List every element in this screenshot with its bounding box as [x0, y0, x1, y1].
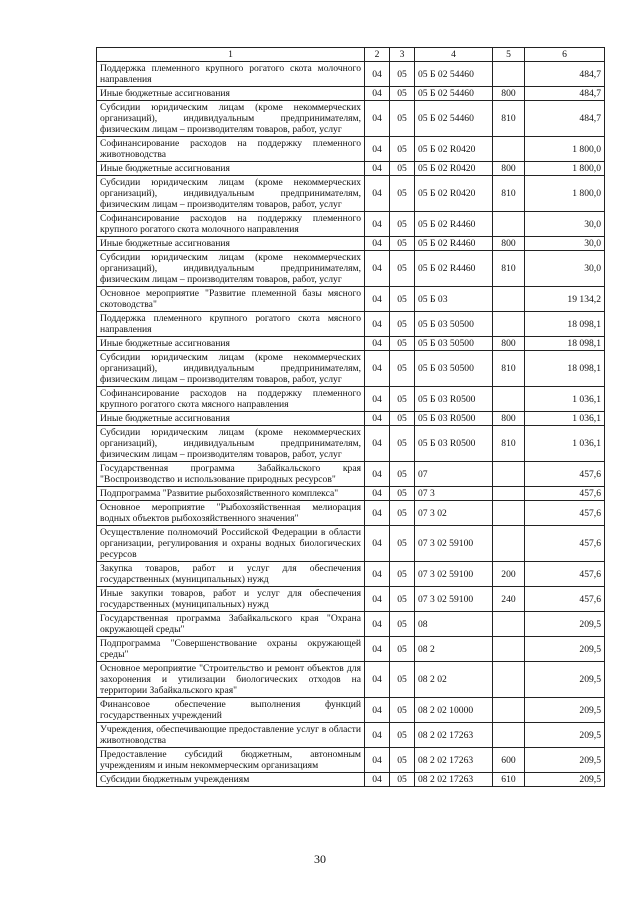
section-code-cell: 04	[365, 462, 390, 487]
section-code-cell: 04	[365, 612, 390, 637]
row-name-cell: Иные бюджетные ассигнования	[97, 337, 365, 351]
section-code-cell: 04	[365, 287, 390, 312]
amount-cell: 30,0	[525, 237, 605, 251]
target-article-cell: 05 Б 02 R0420	[415, 137, 493, 162]
table-row	[97, 501, 605, 526]
section-code-cell: 04	[365, 251, 390, 287]
subsection-code-cell: 05	[390, 612, 415, 637]
target-article-cell: 05 Б 03 R0500	[415, 387, 493, 412]
table-row	[97, 62, 605, 87]
target-article-cell: 05 Б 03 50500	[415, 351, 493, 387]
subsection-code-cell: 05	[390, 562, 415, 587]
target-article-cell: 05 Б 02 54460	[415, 87, 493, 101]
section-code-cell: 04	[365, 698, 390, 723]
subsection-code-cell: 05	[390, 137, 415, 162]
table-row	[97, 748, 605, 773]
row-name-cell: Финансовое обеспечение выполнения функций государственных учреждений	[97, 698, 365, 723]
section-code-cell: 04	[365, 501, 390, 526]
expense-type-cell	[493, 662, 525, 698]
amount-cell: 19 134,2	[525, 287, 605, 312]
subsection-code-cell: 05	[390, 337, 415, 351]
expense-type-cell	[493, 698, 525, 723]
table-row	[97, 176, 605, 212]
table-row	[97, 562, 605, 587]
row-name-cell: Иные бюджетные ассигнования	[97, 87, 365, 101]
expense-type-cell	[493, 287, 525, 312]
subsection-code-cell: 05	[390, 212, 415, 237]
target-article-cell: 05 Б 02 R0420	[415, 176, 493, 212]
section-code-cell: 04	[365, 637, 390, 662]
amount-cell: 209,5	[525, 723, 605, 748]
table-row	[97, 87, 605, 101]
row-name-cell: Закупка товаров, работ и услуг для обеспечения государственных (муниципальных) нужд	[97, 562, 365, 587]
expense-type-cell: 810	[493, 251, 525, 287]
amount-cell: 209,5	[525, 698, 605, 723]
amount-cell: 209,5	[525, 662, 605, 698]
subsection-code-cell: 05	[390, 748, 415, 773]
header-cell: 2	[365, 48, 390, 62]
expense-type-cell: 240	[493, 587, 525, 612]
subsection-code-cell: 05	[390, 162, 415, 176]
amount-cell: 209,5	[525, 748, 605, 773]
table-row	[97, 526, 605, 562]
amount-cell: 1 800,0	[525, 162, 605, 176]
expense-type-cell: 610	[493, 773, 525, 787]
section-code-cell: 04	[365, 662, 390, 698]
expense-type-cell	[493, 526, 525, 562]
expense-type-cell: 800	[493, 237, 525, 251]
expense-type-cell	[493, 212, 525, 237]
subsection-code-cell: 05	[390, 426, 415, 462]
amount-cell: 1 036,1	[525, 426, 605, 462]
amount-cell: 1 036,1	[525, 412, 605, 426]
amount-cell: 209,5	[525, 612, 605, 637]
section-code-cell: 04	[365, 101, 390, 137]
subsection-code-cell: 05	[390, 698, 415, 723]
row-name-cell: Поддержка племенного крупного рогатого скота молочного направления	[97, 62, 365, 87]
table-row	[97, 723, 605, 748]
row-name-cell: Иные бюджетные ассигнования	[97, 162, 365, 176]
row-name-cell: Основное мероприятие "Развитие племенной базы мясного скотоводства"	[97, 287, 365, 312]
section-code-cell: 04	[365, 62, 390, 87]
row-name-cell: Подпрограмма "Развитие рыбохозяйственного комплекса"	[97, 487, 365, 501]
table-row	[97, 312, 605, 337]
table-row	[97, 337, 605, 351]
amount-cell: 457,6	[525, 501, 605, 526]
amount-cell: 457,6	[525, 562, 605, 587]
row-name-cell: Субсидии юридическим лицам (кроме некоммерческих организаций), индивидуальным предпринимателям, физическим лицам – производителям товаров, работ, услуг	[97, 101, 365, 137]
amount-cell: 457,6	[525, 587, 605, 612]
target-article-cell: 08 2	[415, 637, 493, 662]
row-name-cell: Осуществление полномочий Российской Федерации в области организации, регулирования и охраны водных биологических ресурсов	[97, 526, 365, 562]
page-number: 30	[314, 852, 326, 866]
target-article-cell: 05 Б 02 R0420	[415, 162, 493, 176]
target-article-cell: 05 Б 03 50500	[415, 312, 493, 337]
row-name-cell: Основное мероприятие "Рыбохозяйственная мелиорация водных объектов рыбохозяйственного значения"	[97, 501, 365, 526]
expense-type-cell: 800	[493, 337, 525, 351]
table-row	[97, 101, 605, 137]
table-row	[97, 137, 605, 162]
subsection-code-cell: 05	[390, 351, 415, 387]
table-row	[97, 773, 605, 787]
target-article-cell: 08	[415, 612, 493, 637]
amount-cell: 457,6	[525, 487, 605, 501]
row-name-cell: Субсидии юридическим лицам (кроме некоммерческих организаций), индивидуальным предпринимателям, физическим лицам – производителям товаров, работ, услуг	[97, 426, 365, 462]
expense-type-cell	[493, 723, 525, 748]
target-article-cell: 07 3	[415, 487, 493, 501]
section-code-cell: 04	[365, 723, 390, 748]
expense-type-cell	[493, 487, 525, 501]
target-article-cell: 08 2 02 17263	[415, 773, 493, 787]
subsection-code-cell: 05	[390, 501, 415, 526]
row-name-cell: Иные бюджетные ассигнования	[97, 412, 365, 426]
table-row	[97, 587, 605, 612]
row-name-cell: Софинансирование расходов на поддержку племенного животноводства	[97, 137, 365, 162]
target-article-cell: 07	[415, 462, 493, 487]
subsection-code-cell: 05	[390, 387, 415, 412]
section-code-cell: 04	[365, 526, 390, 562]
table-row	[97, 662, 605, 698]
expense-type-cell	[493, 137, 525, 162]
target-article-cell: 07 3 02 59100	[415, 587, 493, 612]
row-name-cell: Основное мероприятие "Строительство и ремонт объектов для захоронения и утилизации биологических отходов на территории Забайкальского края"	[97, 662, 365, 698]
amount-cell: 209,5	[525, 637, 605, 662]
subsection-code-cell: 05	[390, 487, 415, 501]
table-row	[97, 426, 605, 462]
section-code-cell: 04	[365, 237, 390, 251]
row-name-cell: Софинансирование расходов на поддержку племенного крупного рогатого скота молочного направления	[97, 212, 365, 237]
target-article-cell: 05 Б 03 R0500	[415, 426, 493, 462]
table-row	[97, 237, 605, 251]
subsection-code-cell: 05	[390, 462, 415, 487]
amount-cell: 484,7	[525, 62, 605, 87]
table-row	[97, 637, 605, 662]
table-row	[97, 487, 605, 501]
budget-table	[96, 47, 605, 787]
section-code-cell: 04	[365, 337, 390, 351]
subsection-code-cell: 05	[390, 312, 415, 337]
row-name-cell: Софинансирование расходов на поддержку племенного крупного рогатого скота мясного направления	[97, 387, 365, 412]
target-article-cell: 05 Б 02 54460	[415, 62, 493, 87]
subsection-code-cell: 05	[390, 176, 415, 212]
subsection-code-cell: 05	[390, 101, 415, 137]
row-name-cell: Государственная программа Забайкальского края "Воспроизводство и использование природных ресурсов"	[97, 462, 365, 487]
target-article-cell: 08 2 02 17263	[415, 723, 493, 748]
amount-cell: 1 036,1	[525, 387, 605, 412]
table-row	[97, 251, 605, 287]
subsection-code-cell: 05	[390, 412, 415, 426]
expense-type-cell: 810	[493, 351, 525, 387]
section-code-cell: 04	[365, 137, 390, 162]
subsection-code-cell: 05	[390, 87, 415, 101]
expense-type-cell	[493, 501, 525, 526]
amount-cell: 457,6	[525, 526, 605, 562]
table-row	[97, 612, 605, 637]
section-code-cell: 04	[365, 387, 390, 412]
target-article-cell: 05 Б 02 R4460	[415, 251, 493, 287]
target-article-cell: 07 3 02 59100	[415, 562, 493, 587]
section-code-cell: 04	[365, 212, 390, 237]
target-article-cell: 05 Б 02 R4460	[415, 237, 493, 251]
section-code-cell: 04	[365, 351, 390, 387]
amount-cell: 18 098,1	[525, 312, 605, 337]
expense-type-cell	[493, 637, 525, 662]
expense-type-cell	[493, 387, 525, 412]
expense-type-cell: 200	[493, 562, 525, 587]
section-code-cell: 04	[365, 176, 390, 212]
subsection-code-cell: 05	[390, 287, 415, 312]
expense-type-cell: 810	[493, 176, 525, 212]
section-code-cell: 04	[365, 426, 390, 462]
target-article-cell: 08 2 02 10000	[415, 698, 493, 723]
table-row	[97, 387, 605, 412]
target-article-cell: 08 2 02 17263	[415, 748, 493, 773]
expense-type-cell	[493, 312, 525, 337]
section-code-cell: 04	[365, 748, 390, 773]
header-cell: 4	[415, 48, 493, 62]
header-cell: 6	[525, 48, 605, 62]
row-name-cell: Государственная программа Забайкальского края "Охрана окружающей среды"	[97, 612, 365, 637]
section-code-cell: 04	[365, 562, 390, 587]
row-name-cell: Учреждения, обеспечивающие предоставление услуг в области животноводства	[97, 723, 365, 748]
section-code-cell: 04	[365, 87, 390, 101]
header-cell: 1	[97, 48, 365, 62]
section-code-cell: 04	[365, 412, 390, 426]
target-article-cell: 05 Б 03 R0500	[415, 412, 493, 426]
expense-type-cell: 810	[493, 426, 525, 462]
row-name-cell: Иные бюджетные ассигнования	[97, 237, 365, 251]
row-name-cell: Субсидии юридическим лицам (кроме некоммерческих организаций), индивидуальным предпринимателям, физическим лицам – производителям товаров, работ, услуг	[97, 351, 365, 387]
amount-cell: 484,7	[525, 101, 605, 137]
subsection-code-cell: 05	[390, 526, 415, 562]
amount-cell: 30,0	[525, 251, 605, 287]
amount-cell: 1 800,0	[525, 137, 605, 162]
expense-type-cell: 800	[493, 87, 525, 101]
table-row	[97, 462, 605, 487]
table-row	[97, 698, 605, 723]
amount-cell: 18 098,1	[525, 337, 605, 351]
row-name-cell: Предоставление субсидий бюджетным, автономным учреждениям и иным некоммерческим организациям	[97, 748, 365, 773]
target-article-cell: 07 3 02 59100	[415, 526, 493, 562]
subsection-code-cell: 05	[390, 723, 415, 748]
expense-type-cell	[493, 462, 525, 487]
table-row	[97, 351, 605, 387]
amount-cell: 484,7	[525, 87, 605, 101]
table-row	[97, 212, 605, 237]
row-name-cell: Субсидии бюджетным учреждениям	[97, 773, 365, 787]
target-article-cell: 07 3 02	[415, 501, 493, 526]
target-article-cell: 05 Б 03	[415, 287, 493, 312]
section-code-cell: 04	[365, 162, 390, 176]
section-code-cell: 04	[365, 312, 390, 337]
expense-type-cell	[493, 62, 525, 87]
row-name-cell: Подпрограмма "Совершенствование охраны окружающей среды"	[97, 637, 365, 662]
target-article-cell: 05 Б 02 R4460	[415, 212, 493, 237]
row-name-cell: Субсидии юридическим лицам (кроме некоммерческих организаций), индивидуальным предпринимателям, физическим лицам – производителям товаров, работ, услуг	[97, 176, 365, 212]
subsection-code-cell: 05	[390, 637, 415, 662]
target-article-cell: 08 2 02	[415, 662, 493, 698]
expense-type-cell: 600	[493, 748, 525, 773]
row-name-cell: Поддержка племенного крупного рогатого скота мясного направления	[97, 312, 365, 337]
subsection-code-cell: 05	[390, 62, 415, 87]
header-cell: 3	[390, 48, 415, 62]
section-code-cell: 04	[365, 773, 390, 787]
target-article-cell: 05 Б 03 50500	[415, 337, 493, 351]
header-cell: 5	[493, 48, 525, 62]
expense-type-cell	[493, 612, 525, 637]
amount-cell: 30,0	[525, 212, 605, 237]
subsection-code-cell: 05	[390, 773, 415, 787]
table-row	[97, 412, 605, 426]
section-code-cell: 04	[365, 587, 390, 612]
subsection-code-cell: 05	[390, 662, 415, 698]
expense-type-cell: 810	[493, 101, 525, 137]
table-header-row	[97, 48, 605, 62]
row-name-cell: Субсидии юридическим лицам (кроме некоммерческих организаций), индивидуальным предпринимателям, физическим лицам – производителям товаров, работ, услуг	[97, 251, 365, 287]
target-article-cell: 05 Б 02 54460	[415, 101, 493, 137]
amount-cell: 18 098,1	[525, 351, 605, 387]
subsection-code-cell: 05	[390, 587, 415, 612]
subsection-code-cell: 05	[390, 237, 415, 251]
amount-cell: 1 800,0	[525, 176, 605, 212]
amount-cell: 209,5	[525, 773, 605, 787]
subsection-code-cell: 05	[390, 251, 415, 287]
expense-type-cell: 800	[493, 412, 525, 426]
expense-type-cell: 800	[493, 162, 525, 176]
table-row	[97, 287, 605, 312]
table-row	[97, 162, 605, 176]
row-name-cell: Иные закупки товаров, работ и услуг для обеспечения государственных (муниципальных) нужд	[97, 587, 365, 612]
amount-cell: 457,6	[525, 462, 605, 487]
section-code-cell: 04	[365, 487, 390, 501]
